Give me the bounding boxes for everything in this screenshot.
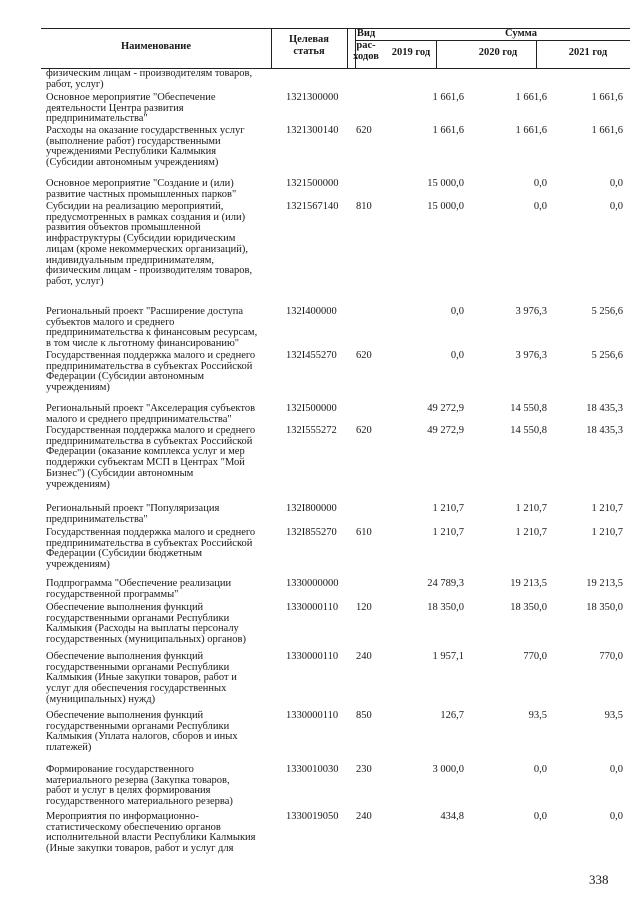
row-sum-2020: 3 976,3	[515, 350, 547, 361]
row-vr: 240	[356, 651, 372, 662]
row-sum-2020: 14 550,8	[510, 403, 547, 414]
row-sum-2021: 18 435,3	[586, 403, 623, 414]
row-sum-2020: 770,0	[523, 651, 547, 662]
row-sum-2021: 1 210,7	[591, 503, 623, 514]
header-name: Наименование	[121, 41, 191, 52]
row-vr: 620	[356, 425, 372, 436]
row-vr: 620	[356, 350, 372, 361]
header-2019: 2019 год	[391, 47, 431, 58]
row-code: 1321567140	[286, 201, 339, 212]
header-vr: Вид рас-ходов	[353, 28, 379, 62]
row-sum-2019: 15 000,0	[427, 201, 464, 212]
row-sum-2021: 0,0	[609, 764, 623, 775]
row-name: Государственная поддержка малого и среднего предпринимательства в субъектах Российской Федерации (оказание комплекса услуг и мер поддержки субъектам МСП в Центрах "Мой Бизнес") (Субсидии автономным учреждениям)	[46, 425, 256, 490]
row-sum-2020: 14 550,8	[510, 425, 547, 436]
row-name: Основное мероприятие "Создание и (или) развитие частных промышленных парков"	[46, 178, 237, 200]
row-sum-2019: 1 957,1	[432, 651, 464, 662]
row-code: 1330000110	[286, 651, 339, 662]
row-sum-2021: 0,0	[609, 201, 623, 212]
row-code: 132I555272	[286, 425, 337, 436]
row-sum-2021: 0,0	[609, 811, 623, 822]
row-sum-2020: 0,0	[533, 811, 547, 822]
row-name: Расходы на оказание государственных услуг (выполнение работ) государственными учреждениями Республики Калмыкия (Субсидии автономным учреждениям)	[46, 125, 245, 169]
row-sum-2019: 24 789,3	[427, 578, 464, 589]
row-name: Обеспечение выполнения функций государственными органами Республики Калмыкия (Уплата налогов, сборов и иных платежей)	[46, 710, 238, 754]
row-sum-2021: 770,0	[599, 651, 623, 662]
row-name: Региональный проект "Акселерация субъектов малого и среднего предпринимательства"	[46, 403, 256, 425]
row-sum-2021: 0,0	[609, 178, 623, 189]
row-sum-2019: 49 272,9	[427, 403, 464, 414]
row-vr: 850	[356, 710, 372, 721]
row-sum-2019: 15 000,0	[427, 178, 464, 189]
row-sum-2019: 434,8	[440, 811, 464, 822]
row-sum-2019: 126,7	[440, 710, 464, 721]
row-code: 1330000110	[286, 710, 339, 721]
row-code: 132I500000	[286, 403, 337, 414]
row-sum-2021: 1 210,7	[591, 527, 623, 538]
row-code: 132I400000	[286, 306, 337, 317]
row-name: Региональный проект "Популяризация предпринимательства"	[46, 503, 220, 525]
page-number: 338	[589, 872, 609, 887]
row-sum-2020: 0,0	[533, 178, 547, 189]
row-code: 132I455270	[286, 350, 337, 361]
row-code: 132I855270	[286, 527, 337, 538]
row-sum-2020: 1 661,6	[515, 125, 547, 136]
row-sum-2020: 1 210,7	[515, 503, 547, 514]
row-sum-2019: 1 210,7	[432, 503, 464, 514]
row-vr: 620	[356, 125, 372, 136]
row-sum-2020: 1 210,7	[515, 527, 547, 538]
header-2020: 2020 год	[478, 47, 518, 58]
row-code: 1330010030	[286, 764, 339, 775]
row-sum-2021: 19 213,5	[586, 578, 623, 589]
row-name: Подпрограмма "Обеспечение реализации государственной программы"	[46, 578, 232, 600]
row-vr: 240	[356, 811, 372, 822]
row-name: Обеспечение выполнения функций государственными органами Республики Калмыкия (Иные закупки товаров, работ и услуг для обеспечения государственных (муниципальных) нужд)	[46, 651, 237, 705]
row-sum-2021: 5 256,6	[591, 306, 623, 317]
row-code: 1330000110	[286, 602, 339, 613]
row-sum-2020: 0,0	[533, 764, 547, 775]
row-code: 1321500000	[286, 178, 339, 189]
row-sum-2020: 3 976,3	[515, 306, 547, 317]
row-sum-2021: 1 661,6	[591, 92, 623, 103]
row-code: 1330019050	[286, 811, 339, 822]
row-vr: 230	[356, 764, 372, 775]
header-sum: Сумма	[505, 28, 537, 39]
row-sum-2020: 93,5	[528, 710, 547, 721]
row-code: 1321300140	[286, 125, 339, 136]
row-name: Мероприятия по информационно- статистическому обеспечению органов исполнительной власти Республики Калмыкия (Иные закупки товаров, работ и услуг для	[46, 811, 256, 855]
row-sum-2019: 0,0	[450, 350, 464, 361]
row-sum-2019: 1 661,6	[432, 92, 464, 103]
row-sum-2021: 1 661,6	[591, 125, 623, 136]
row-name: Государственная поддержка малого и среднего предпринимательства в субъектах Российской Федерации (Субсидии автономным учреждениям)	[46, 350, 256, 394]
row-vr: 810	[356, 201, 372, 212]
row-name: Обеспечение выполнения функций государственными органами Республики Калмыкия (Расходы на выплаты персоналу государственных (муниципальных) органов)	[46, 602, 246, 646]
row-sum-2021: 18 350,0	[586, 602, 623, 613]
header-code: Целевая статья	[289, 34, 329, 57]
row-name: физическим лицам - производителям товаров, работ, услуг)	[46, 68, 253, 90]
row-sum-2019: 3 000,0	[432, 764, 464, 775]
row-sum-2019: 1 661,6	[432, 125, 464, 136]
row-code: 1321300000	[286, 92, 339, 103]
row-name: Субсидии на реализацию мероприятий, предусмотренных в рамках создания и (или) развития объектов промышленной инфраструктуры (Субсидии юридическим лицам (кроме некоммерческих организаций), индивидуальным предпринимателям, физическим лицам - производителям товаров, работ, услуг)	[46, 201, 253, 287]
row-sum-2020: 19 213,5	[510, 578, 547, 589]
row-sum-2019: 1 210,7	[432, 527, 464, 538]
row-sum-2020: 18 350,0	[510, 602, 547, 613]
row-name: Основное мероприятие "Обеспечение деятельности Центра развития предпринимательства"	[46, 92, 216, 125]
row-name: Формирование государственного материального резерва (Закупка товаров, работ и услуг в целях формирования государственного материального резерва)	[46, 764, 233, 808]
row-sum-2021: 5 256,6	[591, 350, 623, 361]
row-name: Государственная поддержка малого и среднего предпринимательства в субъектах Российской Федерации (Субсидии бюджетным учреждениям)	[46, 527, 256, 571]
row-sum-2019: 18 350,0	[427, 602, 464, 613]
row-sum-2021: 93,5	[604, 710, 623, 721]
table-header	[41, 28, 630, 69]
row-sum-2020: 0,0	[533, 201, 547, 212]
row-sum-2019: 0,0	[450, 306, 464, 317]
row-vr: 120	[356, 602, 372, 613]
row-sum-2020: 1 661,6	[515, 92, 547, 103]
row-code: 1330000000	[286, 578, 339, 589]
row-sum-2019: 49 272,9	[427, 425, 464, 436]
row-code: 132I800000	[286, 503, 337, 514]
row-name: Региональный проект "Расширение доступа субъектов малого и среднего предпринимательства к финансовым ресурсам, в том числе к льготному финансированию"	[46, 306, 258, 350]
row-sum-2021: 18 435,3	[586, 425, 623, 436]
row-vr: 610	[356, 527, 372, 538]
header-2021: 2021 год	[568, 47, 608, 58]
